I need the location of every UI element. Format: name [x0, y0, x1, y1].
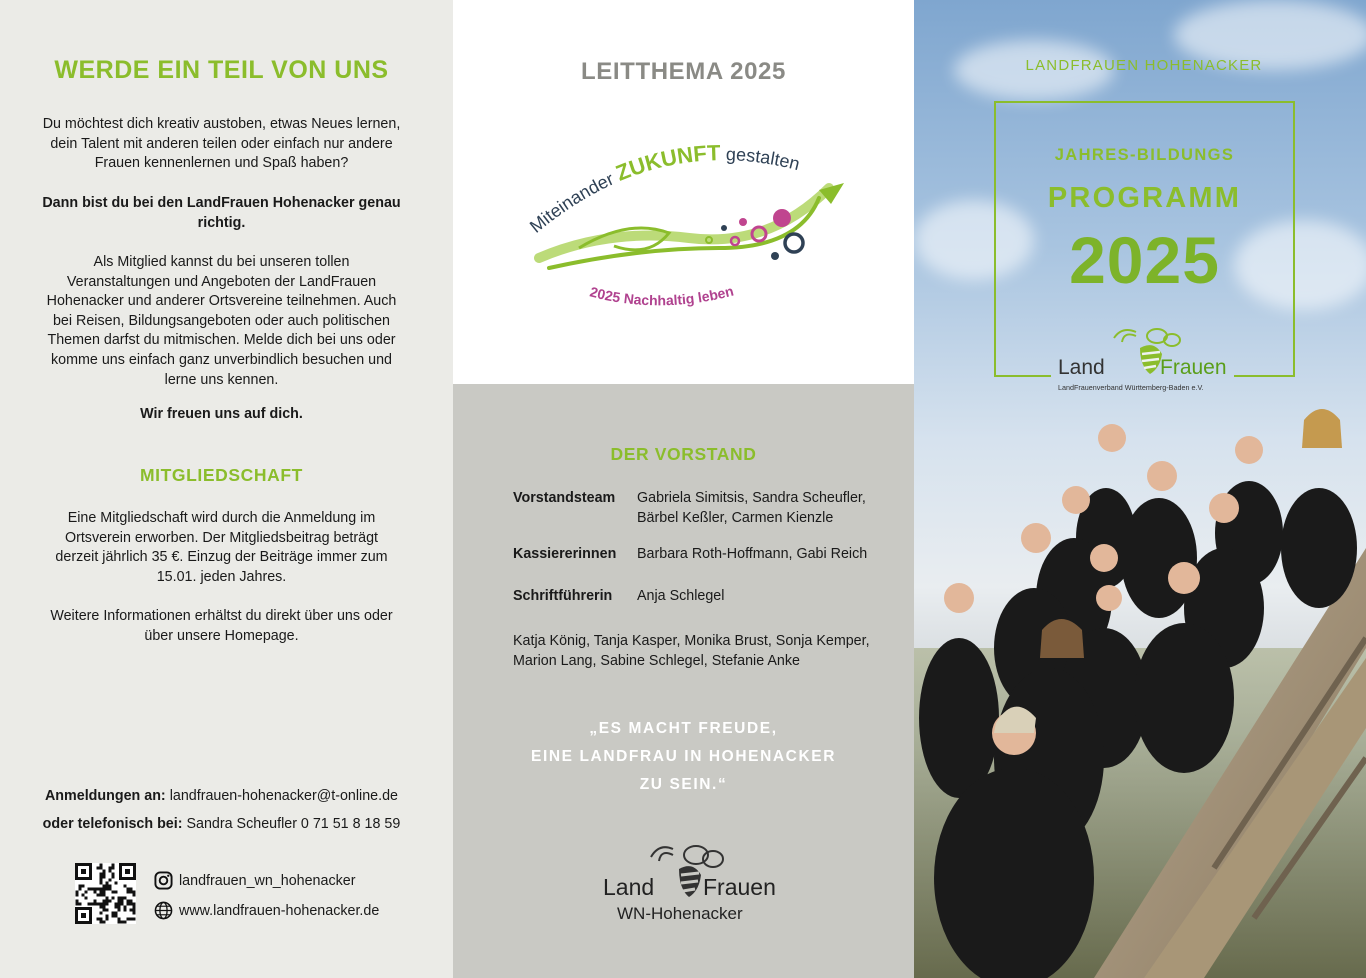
title-line2: PROGRAMM [1047, 182, 1242, 214]
logo-association: LandFrauenverband Württemberg-Baden e.V. [1058, 383, 1204, 392]
intro-text: Du möchtest dich kreativ austoben, etwas Neues lernen, dein Talent mit anderen teilen oder einfach nur andere Frauen kennenlernen und Spaß haben? [42, 116, 401, 172]
theme-logo [519, 128, 849, 328]
membership-info: Eine Mitgliedschaft wird durch die Anmeldung im Ortsverein erworben. Der Mitgliedsbeitrag beträgt derzeit jährlich 35 €. Einzug der Beiträge immer zum 15.01. jeden Jahres. [55, 510, 388, 585]
svg-text:Miteinander ZUKUNFT gestalten [526, 140, 802, 237]
phone-value: Sandra Scheufler 0 71 51 8 18 59 [186, 816, 401, 832]
board-section [453, 384, 914, 978]
phone-line [0, 816, 443, 832]
board-row [513, 587, 893, 607]
instagram-handle: landfrauen_wn_hohenacker [179, 872, 356, 889]
program-year: 2025 [1069, 223, 1220, 297]
more-info-text: Weitere Informationen erhältst du direkt über uns oder über unsere Homepage. [50, 608, 393, 644]
board-members: Katja König, Tanja Kasper, Monika Brust, Sonja Kemper, Marion Lang, Sabine Schlegel, Stefanie Anke [513, 633, 870, 669]
theme-heading: LEITTHEMA 2025 [581, 58, 786, 85]
board-role: Vorstandsteam [513, 490, 616, 506]
quote-line: ZU SEIN.“ [639, 776, 728, 793]
instagram-link[interactable] [154, 871, 355, 890]
logo-subtitle: Nachhaltig leben [623, 282, 736, 309]
website-url: www.landfrauen-hohenacker.de [179, 902, 380, 919]
board-names: Barbara Roth-Hoffmann, Gabi Reich [637, 546, 868, 562]
frame-line-right [1234, 375, 1295, 377]
logo-location: WN-Hohenacker [617, 904, 743, 923]
board-role: Kassiererinnen [513, 546, 617, 562]
phone-label: oder telefonisch bei: [42, 816, 183, 832]
registration-email[interactable]: landfrauen-hohenacker@t-online.de [169, 788, 399, 804]
member-benefits-text: Als Mitglied kannst du bei unseren tollen Veranstaltungen und Angeboten der LandFrauen Hohenacker und anderer Ortsvereine teilnehmen. Auch bei Reisen, Bildungsangeboten oder auch politischen Themen darfst du mitmischen. Melde dich bei uns oder komme uns einfach ganz unverbindlich besuchen und lerne uns kennen. [46, 254, 397, 388]
registration-label: Anmeldungen an: [44, 788, 166, 804]
quote-line: EINE LANDFRAU IN HOHENACKER [531, 748, 836, 765]
logo-land: Land [603, 874, 655, 900]
logo-word-miteinander: Miteinander [525, 168, 617, 237]
board-row [513, 489, 893, 528]
svg-text:2025 Nachhaltig leben [588, 283, 735, 309]
join-heading: WERDE EIN TEIL VON UNS [54, 56, 389, 84]
title-line1: JAHRES-BILDUNGS [1054, 146, 1235, 164]
board-role: Schriftführerin [513, 588, 613, 604]
bold-statement: Dann bist du bei den LandFrauen Hohenacker genau richtig. [42, 195, 401, 231]
quote [453, 715, 914, 799]
thanks-text: Wir freuen uns auf dich. [140, 406, 303, 422]
quote-line: „ES MACHT FREUDE, [589, 720, 778, 737]
left-panel [0, 0, 453, 978]
logo-frauen: Frauen [703, 874, 776, 900]
landfrauen-logo [1054, 324, 1239, 396]
landfrauen-wn-logo [601, 839, 781, 929]
logo-land: Land [1058, 356, 1105, 379]
logo-word-gestalten: gestalten [725, 144, 802, 175]
logo-frauen: Frauen [1160, 356, 1227, 379]
website-link[interactable] [154, 901, 379, 920]
frame-line-left [994, 375, 1051, 377]
logo-year: 2025 [588, 283, 622, 306]
qr-code-icon[interactable] [75, 863, 136, 924]
org-name: LANDFRAUEN HOHENACKER [1025, 57, 1263, 74]
board-heading: DER VORSTAND [610, 444, 757, 464]
logo-word-zukunft: ZUKUNFT [612, 140, 721, 186]
instagram-icon [154, 871, 173, 890]
registration-line [0, 788, 443, 804]
globe-icon [154, 901, 173, 920]
board-names: Gabriela Simitsis, Sandra Scheufler, Bärbel Keßler, Carmen Kienzle [637, 490, 866, 526]
cover-panel [914, 0, 1366, 978]
middle-panel [453, 0, 914, 978]
board-names: Anja Schlegel [637, 588, 725, 604]
membership-heading: MITGLIEDSCHAFT [140, 465, 303, 485]
board-row [513, 545, 893, 565]
group-photo [914, 398, 1366, 978]
